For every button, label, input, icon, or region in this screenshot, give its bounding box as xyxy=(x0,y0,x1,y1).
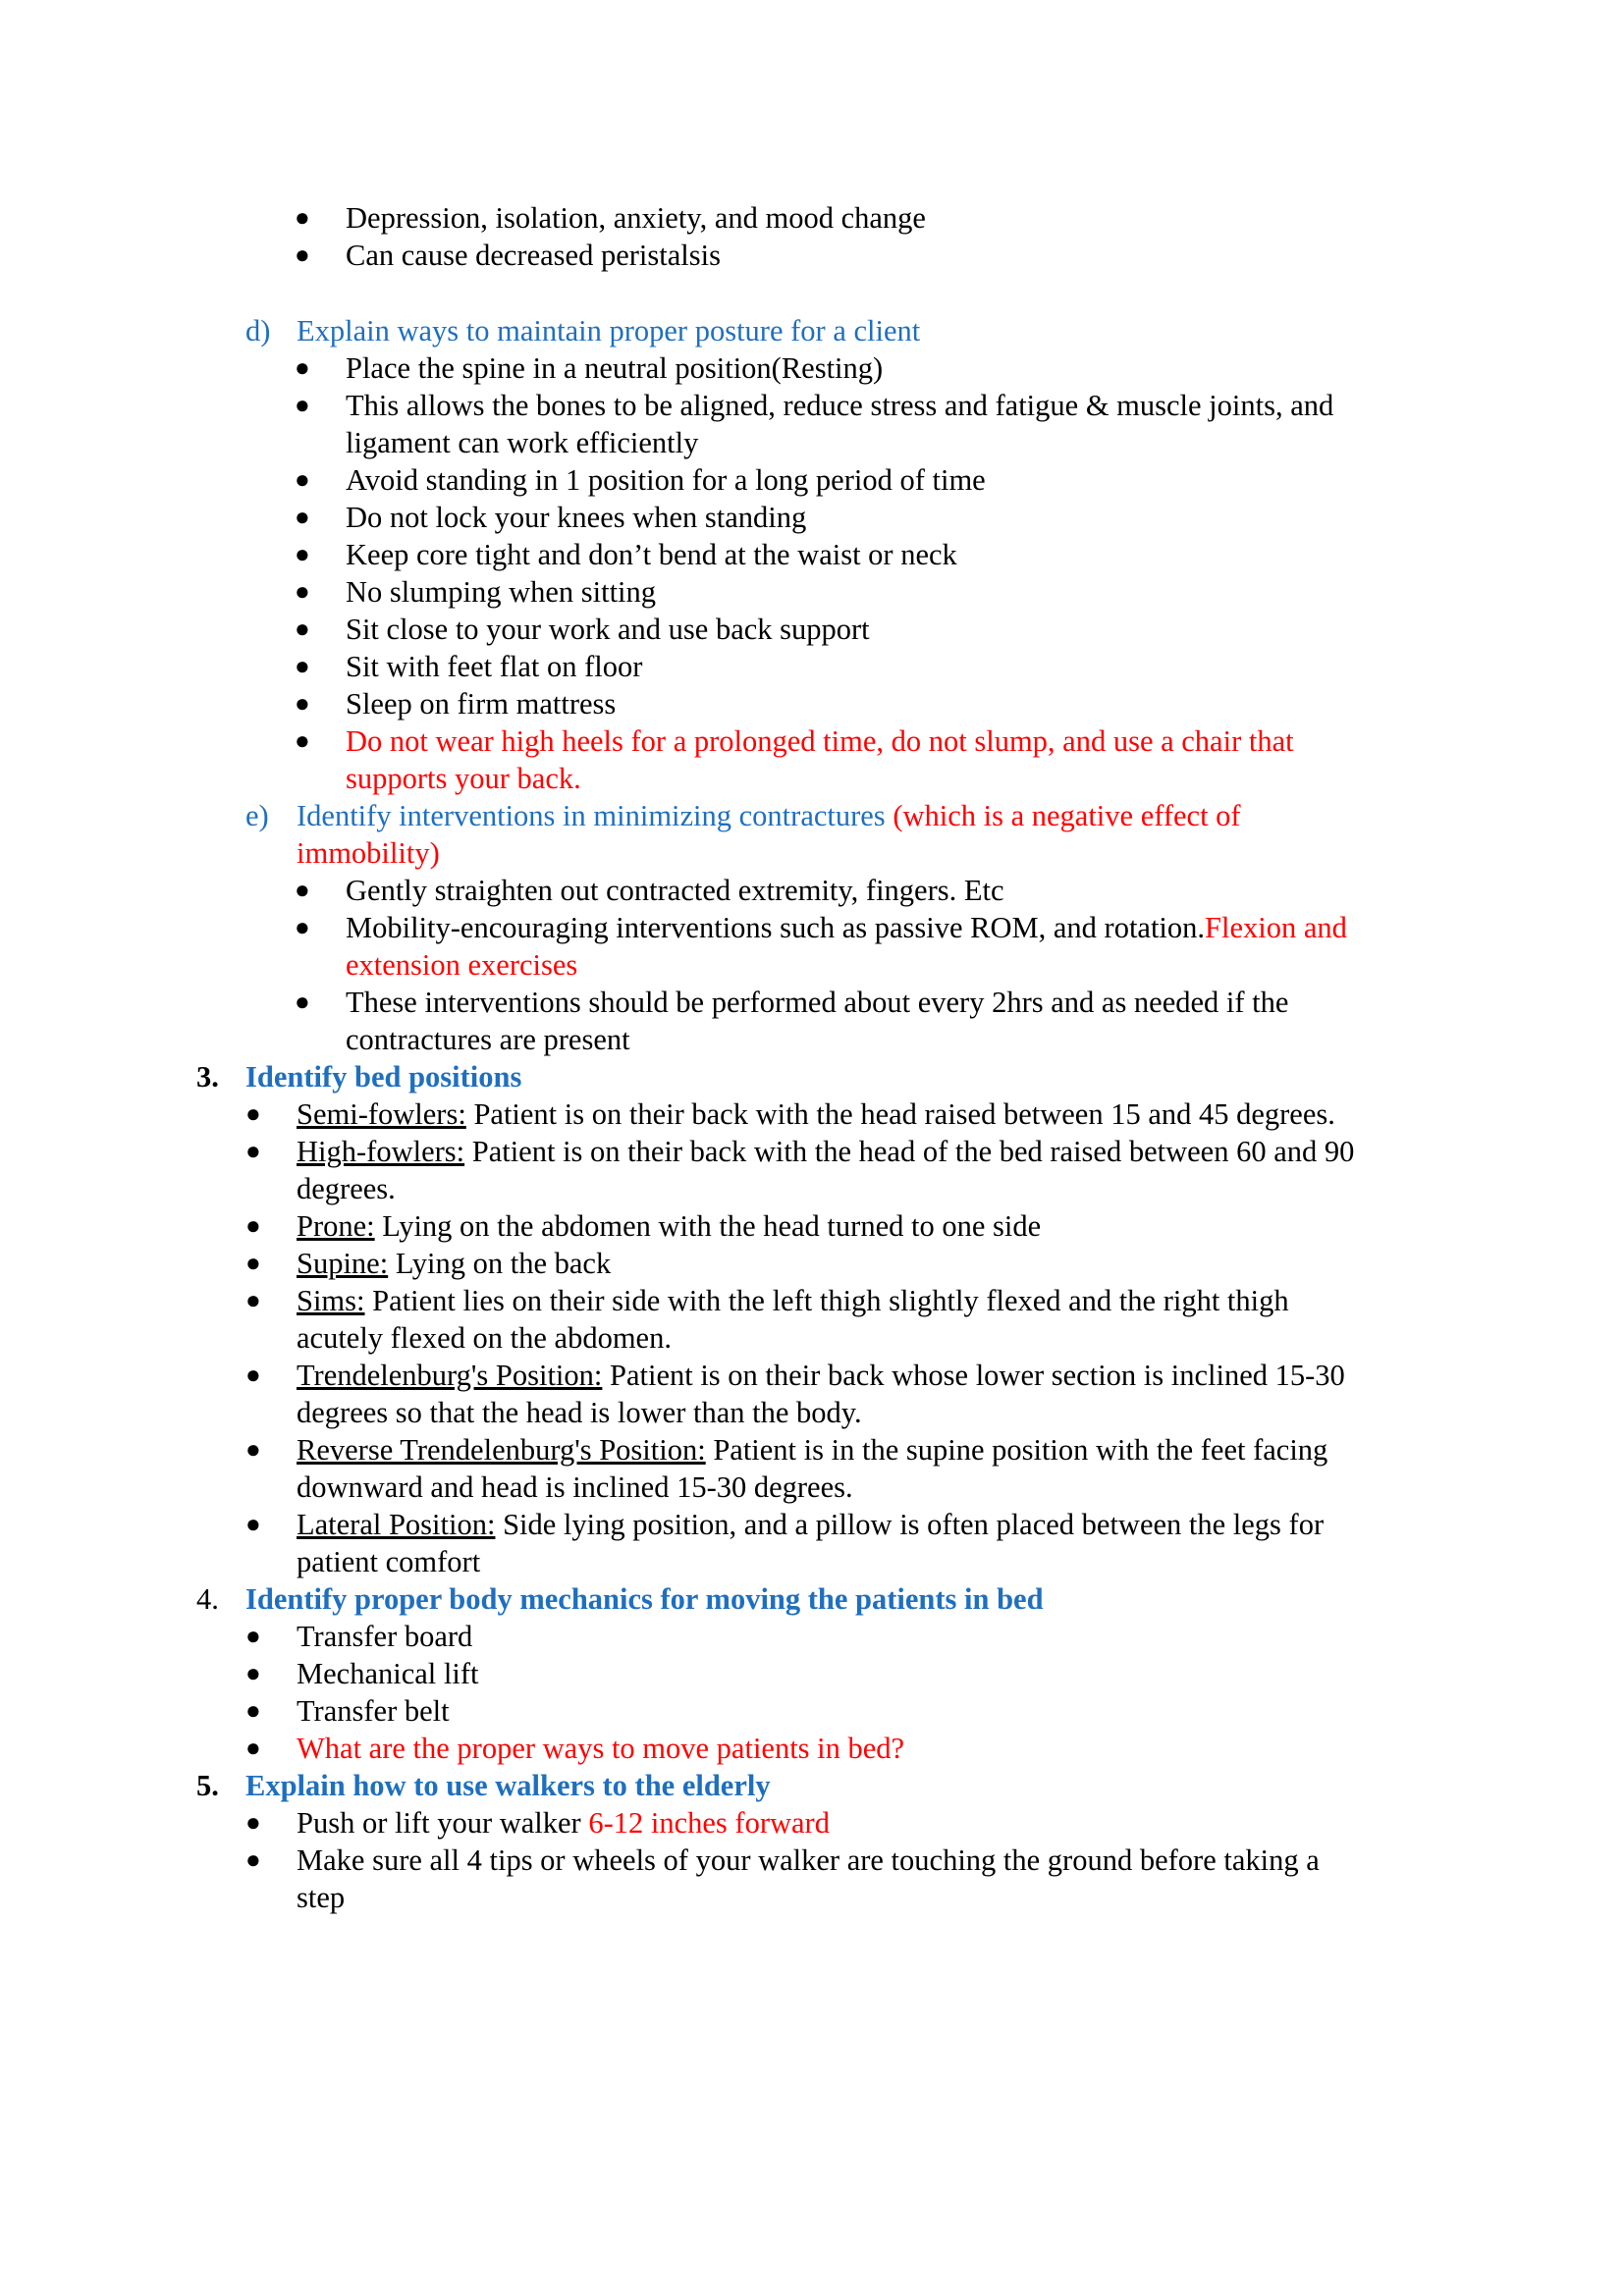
term-label: Lateral Position: xyxy=(297,1508,496,1541)
list-item: Avoid standing in 1 position for a long period of time xyxy=(346,463,986,497)
term-definition: Patient is in the supine position with the feet facing xyxy=(705,1433,1328,1467)
section-d-marker: d) xyxy=(245,314,271,347)
list-item-continuation: ligament can work efficiently xyxy=(346,426,699,459)
bullet-icon: ● xyxy=(245,1808,261,1837)
list-item xyxy=(346,909,1347,946)
list-item-emphasis-continuation: extension exercises xyxy=(346,948,578,982)
term-label: Prone: xyxy=(297,1209,375,1243)
bullet-icon: ● xyxy=(245,1435,261,1464)
bullet-icon: ● xyxy=(245,1361,261,1389)
bullet-icon: ● xyxy=(295,614,310,643)
list-item: Sit close to your work and use back support xyxy=(346,613,870,646)
section-e-title-line xyxy=(297,797,1241,834)
list-item xyxy=(297,1431,1327,1468)
list-item: Depression, isolation, anxiety, and mood change xyxy=(346,201,926,235)
term-definition: Patient is on their back with the head of the bed raised between 60 and 90 xyxy=(464,1135,1355,1168)
list-item-emphasis-continuation: supports your back. xyxy=(346,762,581,795)
bullet-icon: ● xyxy=(245,1099,261,1128)
list-item: Can cause decreased peristalsis xyxy=(346,239,721,272)
bullet-icon: ● xyxy=(245,1137,261,1165)
bullet-icon: ● xyxy=(245,1845,261,1874)
list-item xyxy=(297,1207,1041,1245)
bullet-icon: ● xyxy=(295,503,310,531)
term-label: Supine: xyxy=(297,1247,389,1280)
list-item: Mechanical lift xyxy=(297,1657,479,1690)
section-3-title: Identify bed positions xyxy=(245,1060,522,1094)
bullet-icon: ● xyxy=(295,577,310,606)
bullet-icon: ● xyxy=(295,465,310,494)
bullet-icon: ● xyxy=(295,540,310,568)
bullet-icon: ● xyxy=(245,1249,261,1277)
list-item: Gently straighten out contracted extremity, fingers. Etc xyxy=(346,874,1004,907)
bullet-icon: ● xyxy=(295,652,310,680)
bullet-icon: ● xyxy=(295,353,310,382)
section-4-title: Identify proper body mechanics for moving the patients in bed xyxy=(245,1582,1044,1616)
list-item: Transfer belt xyxy=(297,1694,450,1728)
list-item-continuation: contractures are present xyxy=(346,1023,630,1056)
bullet-icon: ● xyxy=(245,1734,261,1762)
section-d-title: Explain ways to maintain proper posture for a client xyxy=(297,314,921,347)
term-definition: Lying on the back xyxy=(388,1247,612,1280)
list-item: No slumping when sitting xyxy=(346,575,657,609)
bullet-icon: ● xyxy=(245,1211,261,1240)
list-item xyxy=(297,1357,1345,1394)
list-item-text: Push or lift your walker xyxy=(297,1806,589,1840)
term-label: Reverse Trendelenburg's Position: xyxy=(297,1433,706,1467)
list-item-continuation: degrees so that the head is lower than the body. xyxy=(297,1396,862,1429)
list-item: Do not lock your knees when standing xyxy=(346,501,807,534)
list-item-continuation: acutely flexed on the abdomen. xyxy=(297,1321,672,1355)
bullet-icon: ● xyxy=(295,689,310,718)
section-5-marker: 5. xyxy=(196,1769,219,1802)
section-4-marker: 4. xyxy=(196,1582,219,1616)
list-item xyxy=(297,1804,830,1842)
list-item-continuation: downward and head is inclined 15-30 degrees. xyxy=(297,1470,853,1504)
bullet-icon: ● xyxy=(295,913,310,941)
list-item: Sit with feet flat on floor xyxy=(346,650,643,683)
list-item: Make sure all 4 tips or wheels of your walker are touching the ground before taking a xyxy=(297,1843,1320,1877)
term-definition: Patient lies on their side with the left thigh slightly flexed and the right thigh xyxy=(364,1284,1289,1317)
bullet-icon: ● xyxy=(295,203,310,232)
list-item: Keep core tight and don’t bend at the waist or neck xyxy=(346,538,957,571)
section-e-note: (which is a negative effect of xyxy=(885,799,1241,832)
list-item-emphasis: Flexion and xyxy=(1205,911,1347,944)
list-item-continuation: patient comfort xyxy=(297,1545,481,1578)
section-5-title: Explain how to use walkers to the elderly xyxy=(245,1769,771,1802)
section-e-note-continuation: immobility) xyxy=(297,836,440,870)
section-e-title: Identify interventions in minimizing contractures xyxy=(297,799,886,832)
list-item xyxy=(297,1095,1335,1133)
list-item-continuation: degrees. xyxy=(297,1172,396,1205)
list-item-emphasis: 6-12 inches forward xyxy=(588,1806,830,1840)
term-label: Sims: xyxy=(297,1284,365,1317)
bullet-icon: ● xyxy=(245,1510,261,1538)
term-definition: Side lying position, and a pillow is often placed between the legs for xyxy=(495,1508,1325,1541)
list-item-continuation: step xyxy=(297,1881,346,1914)
bullet-icon: ● xyxy=(245,1659,261,1687)
bullet-icon: ● xyxy=(295,876,310,904)
term-definition: Patient is on their back with the head raised between 15 and 45 degrees. xyxy=(465,1097,1335,1131)
list-item xyxy=(297,1133,1354,1170)
bullet-icon: ● xyxy=(295,391,310,419)
list-item xyxy=(297,1282,1289,1319)
list-item: Place the spine in a neutral position(Resting) xyxy=(346,351,884,385)
bullet-icon: ● xyxy=(245,1622,261,1650)
bullet-icon: ● xyxy=(245,1286,261,1314)
section-e-marker: e) xyxy=(245,799,269,832)
term-label: Trendelenburg's Position: xyxy=(297,1359,603,1392)
bullet-icon: ● xyxy=(295,726,310,755)
term-definition: Lying on the abdomen with the head turned to one side xyxy=(374,1209,1042,1243)
bullet-icon: ● xyxy=(295,240,310,269)
list-item: These interventions should be performed about every 2hrs and as needed if the xyxy=(346,986,1289,1019)
term-definition: Patient is on their back whose lower section is inclined 15-30 xyxy=(602,1359,1345,1392)
list-item xyxy=(297,1506,1324,1543)
term-label: High-fowlers: xyxy=(297,1135,465,1168)
section-3-marker: 3. xyxy=(196,1060,219,1094)
list-item: Sleep on firm mattress xyxy=(346,687,617,721)
list-item xyxy=(297,1245,611,1282)
list-item-emphasis: Do not wear high heels for a prolonged time, do not slump, and use a chair that xyxy=(346,724,1294,758)
term-label: Semi-fowlers: xyxy=(297,1097,466,1131)
list-item-text: Mobility-encouraging interventions such as passive ROM, and rotation. xyxy=(346,911,1206,944)
list-item: This allows the bones to be aligned, reduce stress and fatigue & muscle joints, and xyxy=(346,389,1334,422)
bullet-icon: ● xyxy=(245,1696,261,1725)
list-item-emphasis: What are the proper ways to move patients in bed? xyxy=(297,1732,905,1765)
list-item: Transfer board xyxy=(297,1620,473,1653)
bullet-icon: ● xyxy=(295,988,310,1016)
